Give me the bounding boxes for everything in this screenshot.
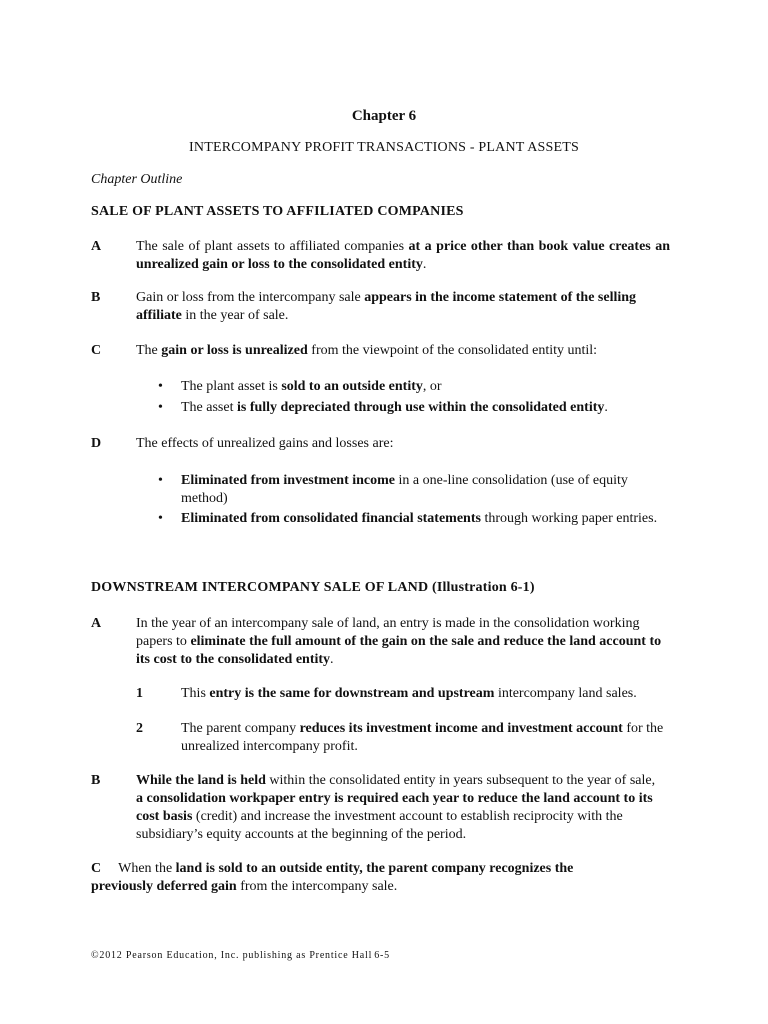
item-text-c: C When the land is sold to an outside entity, the parent company recognizes the previously deferred gain from the intercompany sale.: [91, 861, 574, 894]
item-label-c: C: [91, 343, 102, 358]
section-heading-sale-of-plant-assets: SALE OF PLANT ASSETS TO AFFILIATED COMPANIES: [91, 204, 464, 219]
chapter-subtitle: INTERCOMPANY PROFIT TRANSACTIONS - PLANT ASSETS: [189, 140, 579, 155]
section-heading-downstream-sale-of-land: DOWNSTREAM INTERCOMPANY SALE OF LAND (Illustration 6-1): [91, 580, 535, 595]
bullet-icon: •: [158, 473, 163, 488]
page-footer: ©2012 Pearson Education, Inc. publishing as Prentice Hall 6-5: [91, 950, 390, 961]
numbered-item-text: The parent company reduces its investment income and investment account for the unrealized intercompany profit.: [181, 721, 664, 754]
item-label-b: B: [91, 290, 101, 305]
chapter-title: Chapter 6: [351, 108, 417, 124]
bullet-text: Eliminated from consolidated financial statements through working paper entries.: [181, 511, 658, 526]
item-label-d: D: [91, 436, 102, 451]
item-text-a: In the year of an intercompany sale of land, an entry is made in the consolidation working papers to eliminate the full amount of the gain on the sale and reduce the land account to its cost to the consolidated entity.: [136, 616, 662, 667]
item-text-b: While the land is held within the consolidated entity in years subsequent to the year of sale, a consolidation workpaper entry is required each year to reduce the land account to its cost basis (credit) and increase the investment account to establish reciprocity with the subsidiary’s equity accounts at the beginning of the period.: [136, 773, 656, 842]
item-label-a: A: [91, 616, 102, 631]
page-number: 6-5: [374, 950, 390, 961]
item-label-a: A: [91, 239, 102, 254]
bullet-icon: •: [158, 400, 163, 415]
bullet-text: The asset is fully depreciated through use within the consolidated entity.: [181, 400, 608, 415]
item-text-d: The effects of unrealized gains and losses are:: [136, 436, 394, 451]
item-label-b: B: [91, 773, 101, 788]
bullet-icon: •: [158, 511, 163, 526]
item-text-a: The sale of plant assets to affiliated companies at a price other than book value creates an unrealized gain or loss to the consolidated entity.: [136, 239, 670, 272]
item-label-c: C: [91, 861, 102, 876]
numbered-item-text: This entry is the same for downstream and upstream intercompany land sales.: [181, 686, 637, 701]
item-text-b: Gain or loss from the intercompany sale appears in the income statement of the selling affiliate in the year of sale.: [136, 290, 637, 323]
item-text-c: The gain or loss is unrealized from the viewpoint of the consolidated entity until:: [136, 343, 598, 358]
bullet-text: The plant asset is sold to an outside entity, or: [181, 379, 442, 394]
bullet-text: Eliminated from investment income in a one-line consolidation (use of equity method): [181, 473, 628, 506]
bullet-icon: •: [158, 379, 163, 394]
numbered-item-label: 2: [136, 721, 143, 736]
chapter-outline-label: Chapter Outline: [91, 172, 183, 187]
numbered-item-label: 1: [136, 686, 143, 701]
